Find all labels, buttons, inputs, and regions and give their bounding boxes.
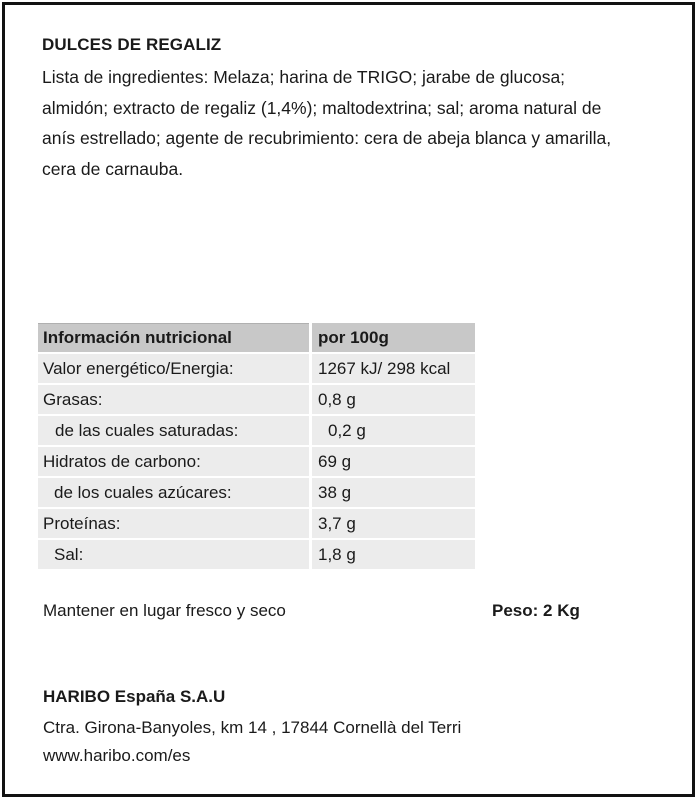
nutrition-row-carbs xyxy=(38,447,475,478)
nutrition-label: Valor energético/Energia: xyxy=(38,354,309,383)
ingredients-line: Lista de ingredientes: Melaza; harina de TRIGO; jarabe de glucosa; xyxy=(42,67,566,87)
nutrition-header-value: por 100g xyxy=(312,323,475,352)
ingredients-line: anís estrellado; agente de recubrimiento: cera de abeja blanca y amarilla, xyxy=(42,128,612,148)
nutrition-row-saturated xyxy=(38,416,475,447)
nutrition-label: de las cuales saturadas: xyxy=(38,416,309,445)
company-address: Ctra. Girona-Banyoles, km 14 , 17844 Cornellà del Terri xyxy=(43,718,462,737)
company-name: HARIBO España S.A.U xyxy=(43,687,226,706)
product-title: DULCES DE REGALIZ xyxy=(42,35,222,54)
nutrition-value: 38 g xyxy=(312,478,475,507)
nutrition-value: 0,2 g xyxy=(312,416,475,445)
nutrition-label: Sal: xyxy=(38,540,309,569)
nutrition-row-sugars xyxy=(38,478,475,509)
nutrition-value: 1267 kJ/ 298 kcal xyxy=(312,354,475,383)
nutrition-value: 3,7 g xyxy=(312,509,475,538)
nutrition-row-salt xyxy=(38,540,475,571)
product-label xyxy=(2,2,695,797)
nutrition-label: Proteínas: xyxy=(38,509,309,538)
nutrition-value: 1,8 g xyxy=(312,540,475,569)
nutrition-header-label: Información nutricional xyxy=(38,323,309,352)
ingredients-line: cera de carnauba. xyxy=(42,158,184,179)
nutrition-row-fat xyxy=(38,385,475,416)
nutrition-row-protein xyxy=(38,509,475,540)
nutrition-header-row xyxy=(38,323,475,354)
nutrition-table xyxy=(38,323,475,571)
nutrition-label: Hidratos de carbono: xyxy=(38,447,309,476)
company-website: www.haribo.com/es xyxy=(43,746,191,765)
net-weight: Peso: 2 Kg xyxy=(492,601,580,620)
nutrition-label: de los cuales azúcares: xyxy=(38,478,309,507)
nutrition-value: 0,8 g xyxy=(312,385,475,414)
storage-instructions: Mantener en lugar fresco y seco xyxy=(43,601,286,620)
nutrition-value: 69 g xyxy=(312,447,475,476)
ingredients-line: almidón; extracto de regaliz (1,4%); maltodextrina; sal; aroma natural de xyxy=(42,97,602,118)
nutrition-label: Grasas: xyxy=(38,385,309,414)
nutrition-row-energy xyxy=(38,354,475,385)
ingredients-text xyxy=(42,62,672,184)
